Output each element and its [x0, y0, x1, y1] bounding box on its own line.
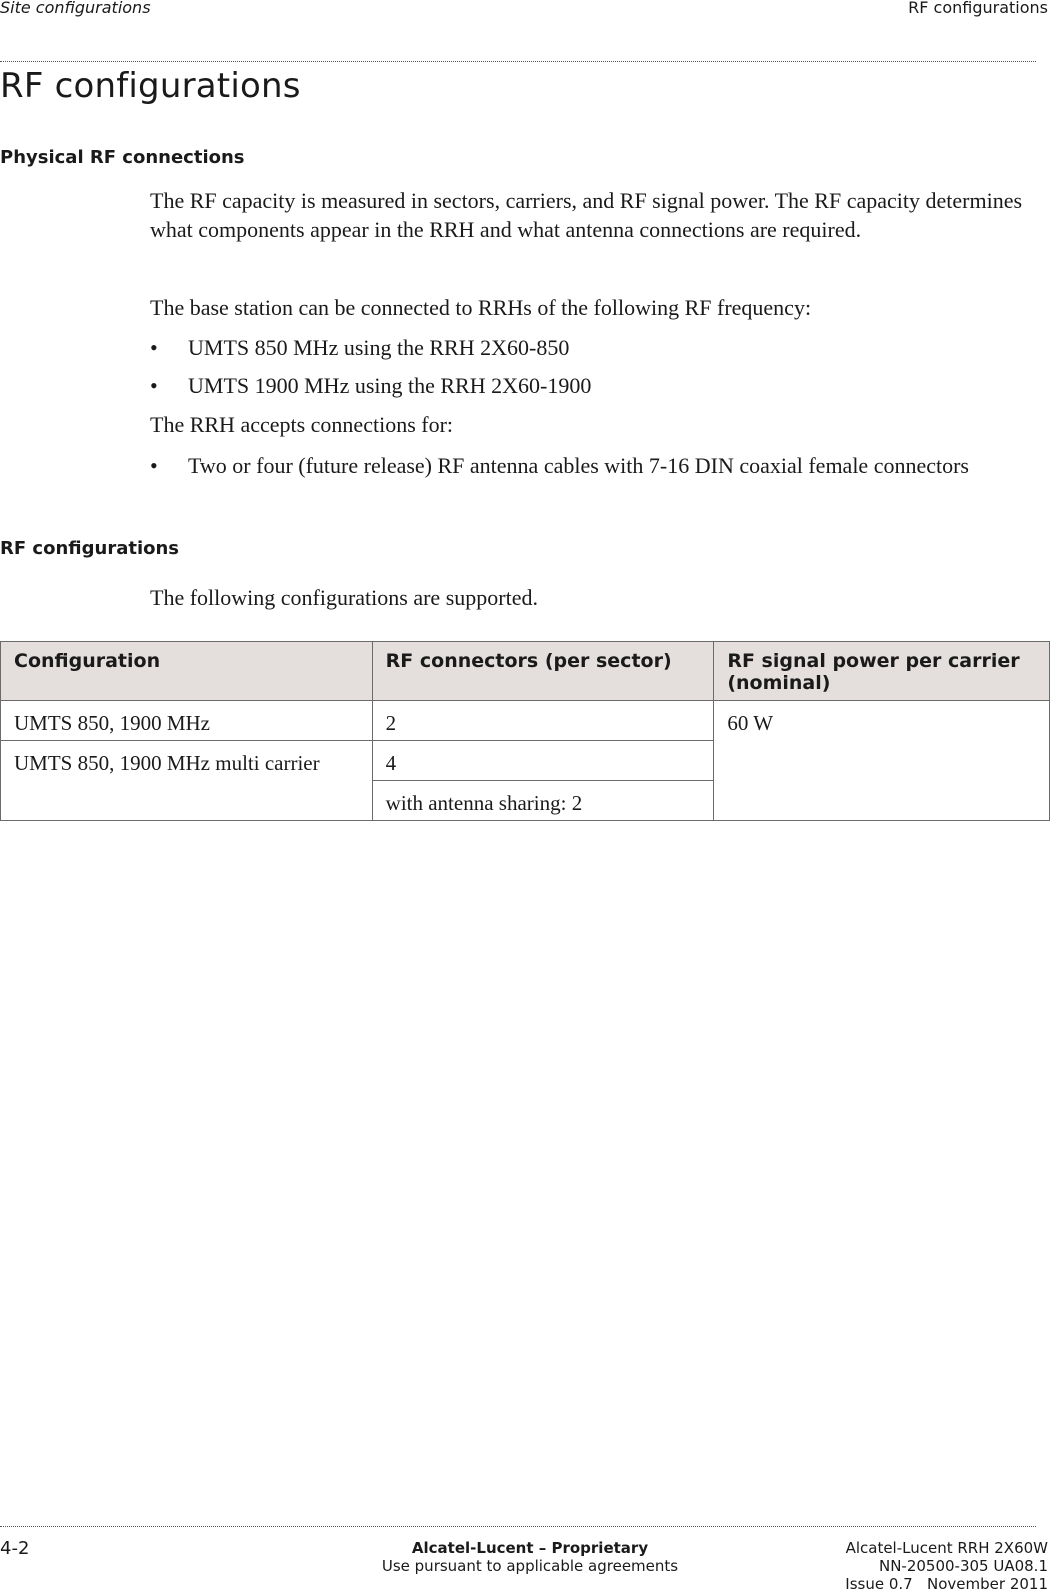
configuration-table [0, 641, 1050, 821]
column-header-configuration: Configuration [1, 642, 373, 701]
paragraph-rrh-accepts: The RRH accepts connections for: [150, 412, 454, 437]
running-header-section: RF configurations [908, 0, 1048, 17]
header-rule [0, 61, 1036, 62]
bullet-icon: • [150, 453, 158, 478]
paragraph-base-station: The base station can be connected to RRHs of the following RF frequency: [150, 295, 812, 320]
section-heading-physical-rf: Physical RF connections [0, 147, 245, 168]
bullet-icon: • [150, 335, 158, 360]
running-header-chapter: Site configurations [0, 0, 151, 17]
cell-signal-power: 60 W [714, 701, 1050, 821]
paragraph-rf-capacity: The RF capacity is measured in sectors, carriers, and RF signal power. The RF capacity determines what components appear in the RRH and what antenna connections are required. [150, 188, 1023, 242]
footer-issue: Issue 0.7 November 2011 [845, 1575, 1048, 1593]
footer-doc-number: NN-20500-305 UA08.1 [878, 1557, 1048, 1575]
table-header-row [1, 642, 1050, 701]
cell-connectors: with antenna sharing: 2 [372, 781, 714, 821]
footer-usage: Use pursuant to applicable agreements [381, 1557, 679, 1575]
cell-connectors: 2 [372, 701, 714, 741]
footer-proprietary [320, 1539, 740, 1575]
bullet-icon: • [150, 373, 158, 398]
cell-configuration: UMTS 850, 1900 MHz multi carrier [1, 741, 373, 821]
footer-rule [0, 1526, 1036, 1527]
column-header-signal-power: RF signal power per carrier (nominal) [714, 642, 1050, 701]
page-title: RF configurations [0, 66, 301, 106]
page-number: 4-2 [0, 1538, 30, 1559]
cell-connectors: 4 [372, 741, 714, 781]
table-row [1, 701, 1050, 741]
column-header-rf-connectors: RF connectors (per sector) [372, 642, 714, 701]
footer-company: Alcatel-Lucent – Proprietary [411, 1539, 649, 1557]
footer-document-info [845, 1539, 1048, 1593]
footer-product: Alcatel-Lucent RRH 2X60W [845, 1539, 1048, 1557]
paragraph-supported: The following configurations are supported. [150, 585, 538, 610]
cell-configuration: UMTS 850, 1900 MHz [1, 701, 373, 741]
section-heading-rf-configurations: RF configurations [0, 538, 180, 559]
